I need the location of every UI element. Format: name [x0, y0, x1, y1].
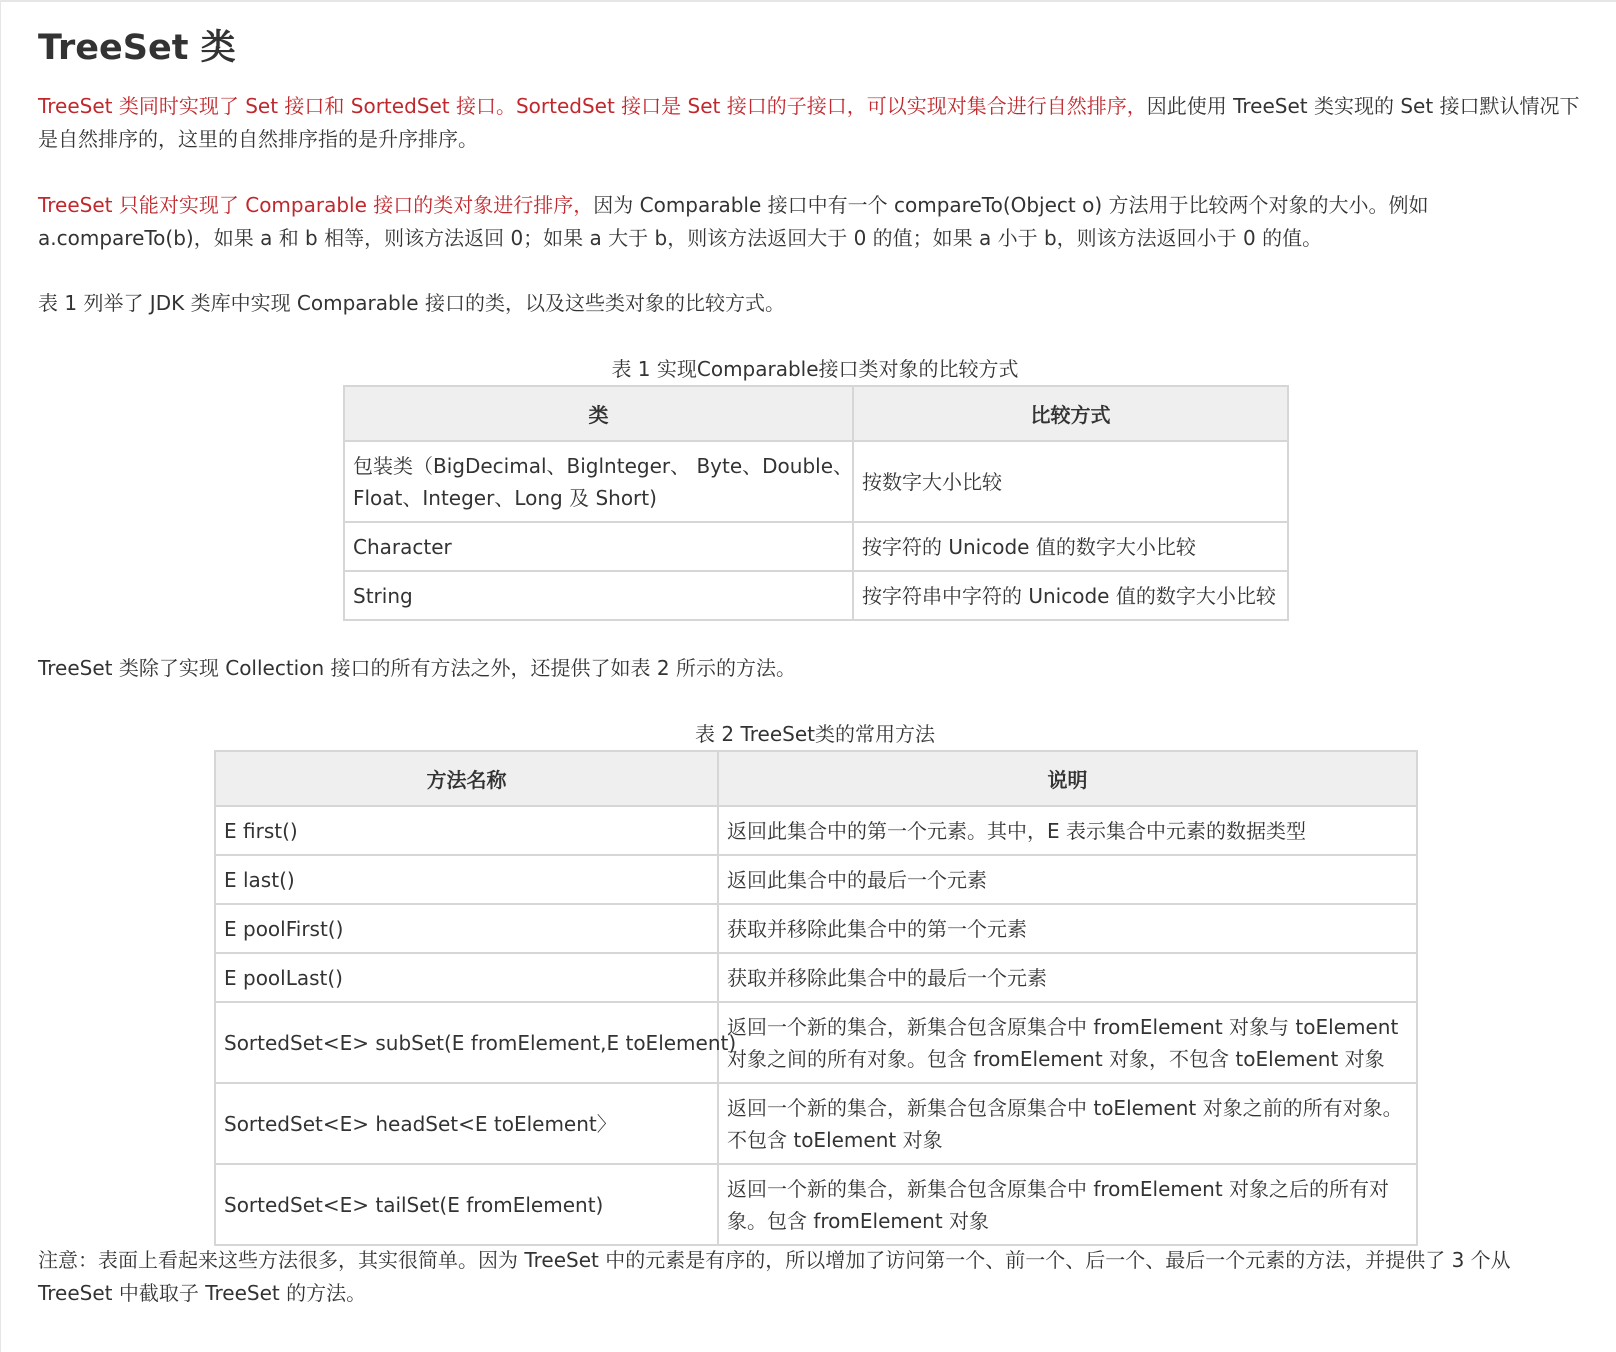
table-row	[344, 441, 1288, 522]
comparable-paragraph	[38, 189, 1429, 255]
method-cell: SortedSet<E> tailSet(E fromElement)	[215, 1164, 718, 1245]
note-line: 注意：表面上看起来这些方法很多，其实很简单。因为 TreeSet 中的元素是有序的，所以增加了访问第一个、前一个、后一个、最后一个元素的方法，并提供了 3 个从	[38, 1248, 1511, 1272]
paragraph-text: 因为 Comparable 接口中有一个 compareTo(Object o) 方法用于比较两个对象的大小。例如	[593, 193, 1429, 217]
table-row	[215, 953, 1417, 1002]
table-cell: 按数字大小比较	[853, 441, 1288, 522]
cell-line: 对象之间的所有对象。包含 fromElement 对象，不包含 toElement 对象	[727, 1046, 1385, 1071]
table1-intro-paragraph: 表 1 列举了 JDK 类库中实现 Comparable 接口的类，以及这些类对象的比较方式。	[38, 291, 785, 315]
method-cell: SortedSet<E> subSet(E fromElement,E toElement)	[215, 1002, 718, 1083]
methods-table	[214, 750, 1418, 1246]
description-cell: 获取并移除此集合中的第一个元素	[718, 904, 1417, 953]
column-header-method: 方法名称	[215, 751, 718, 806]
note-line: TreeSet 中截取子 TreeSet 的方法。	[38, 1281, 367, 1305]
table-row	[344, 522, 1288, 571]
page-title: TreeSet 类	[38, 28, 236, 68]
table-row	[215, 1164, 1417, 1245]
paragraph-text: a.compareTo(b)，如果 a 和 b 相等，则该方法返回 0；如果 a 大于 b，则该方法返回大于 0 的值；如果 a 小于 b，则该方法返回小于 0 的值。	[38, 226, 1323, 250]
cell-line: 返回一个新的集合，新集合包含原集合中 fromElement 对象与 toElement	[727, 1014, 1399, 1039]
description-cell: 返回此集合中的第一个元素。其中，E 表示集合中元素的数据类型	[718, 806, 1417, 855]
paragraph-text: 是自然排序的，这里的自然排序指的是升序排序。	[38, 127, 478, 151]
table-row	[215, 855, 1417, 904]
method-cell: E last()	[215, 855, 718, 904]
cell-line: 返回一个新的集合，新集合包含原集合中 toElement 对象之前的所有对象。	[727, 1095, 1403, 1120]
cell-line: 包装类（BigDecimal、Biglnteger、 Byte、Double、	[353, 453, 854, 478]
table-row	[215, 1083, 1417, 1164]
cell-line: 返回一个新的集合，新集合包含原集合中 fromElement 对象之后的所有对	[727, 1176, 1390, 1201]
description-cell	[718, 1002, 1417, 1083]
cell-line: Float、Integer、Long 及 Short)	[353, 485, 657, 510]
description-cell	[718, 1083, 1417, 1164]
table2-caption: 表 2 TreeSet类的常用方法	[695, 722, 935, 746]
highlighted-text: TreeSet 只能对实现了 Comparable 接口的类对象进行排序，	[38, 193, 594, 217]
table-row	[215, 904, 1417, 953]
table-cell: Character	[344, 522, 853, 571]
table-cell: String	[344, 571, 853, 620]
intro-paragraph	[38, 90, 1580, 156]
table1-caption: 表 1 实现Comparable接口类对象的比较方式	[611, 357, 1019, 381]
column-header-description: 说明	[718, 751, 1417, 806]
description-cell: 获取并移除此集合中的最后一个元素	[718, 953, 1417, 1002]
table-row	[215, 1002, 1417, 1083]
column-header-class: 类	[344, 386, 853, 441]
note-paragraph	[38, 1244, 1511, 1310]
method-cell: SortedSet<E> headSet<E toElement〉	[215, 1083, 718, 1164]
method-cell: E first()	[215, 806, 718, 855]
cell-line: 不包含 toElement 对象	[727, 1127, 943, 1152]
highlighted-text: TreeSet 类同时实现了 Set 接口和 SortedSet 接口。SortedSet 接口是 Set 接口的子接口，可以实现对集合进行自然排序，	[38, 94, 1147, 118]
table-cell: 按字符的 Unicode 值的数字大小比较	[853, 522, 1288, 571]
table-cell: 按字符串中字符的 Unicode 值的数字大小比较	[853, 571, 1288, 620]
table-row	[215, 806, 1417, 855]
description-cell	[718, 1164, 1417, 1245]
method-cell: E poolLast()	[215, 953, 718, 1002]
table-header-row	[344, 386, 1288, 441]
paragraph-text: 因此使用 TreeSet 类实现的 Set 接口默认情况下	[1146, 94, 1580, 118]
description-cell: 返回此集合中的最后一个元素	[718, 855, 1417, 904]
table-header-row	[215, 751, 1417, 806]
cell-line: 象。包含 fromElement 对象	[727, 1208, 990, 1233]
table2-intro-paragraph: TreeSet 类除了实现 Collection 接口的所有方法之外，还提供了如表 2 所示的方法。	[38, 656, 796, 680]
table-cell	[344, 441, 853, 522]
comparison-table	[343, 385, 1289, 621]
table-row	[344, 571, 1288, 620]
method-cell: E poolFirst()	[215, 904, 718, 953]
column-header-comparison: 比较方式	[853, 386, 1288, 441]
